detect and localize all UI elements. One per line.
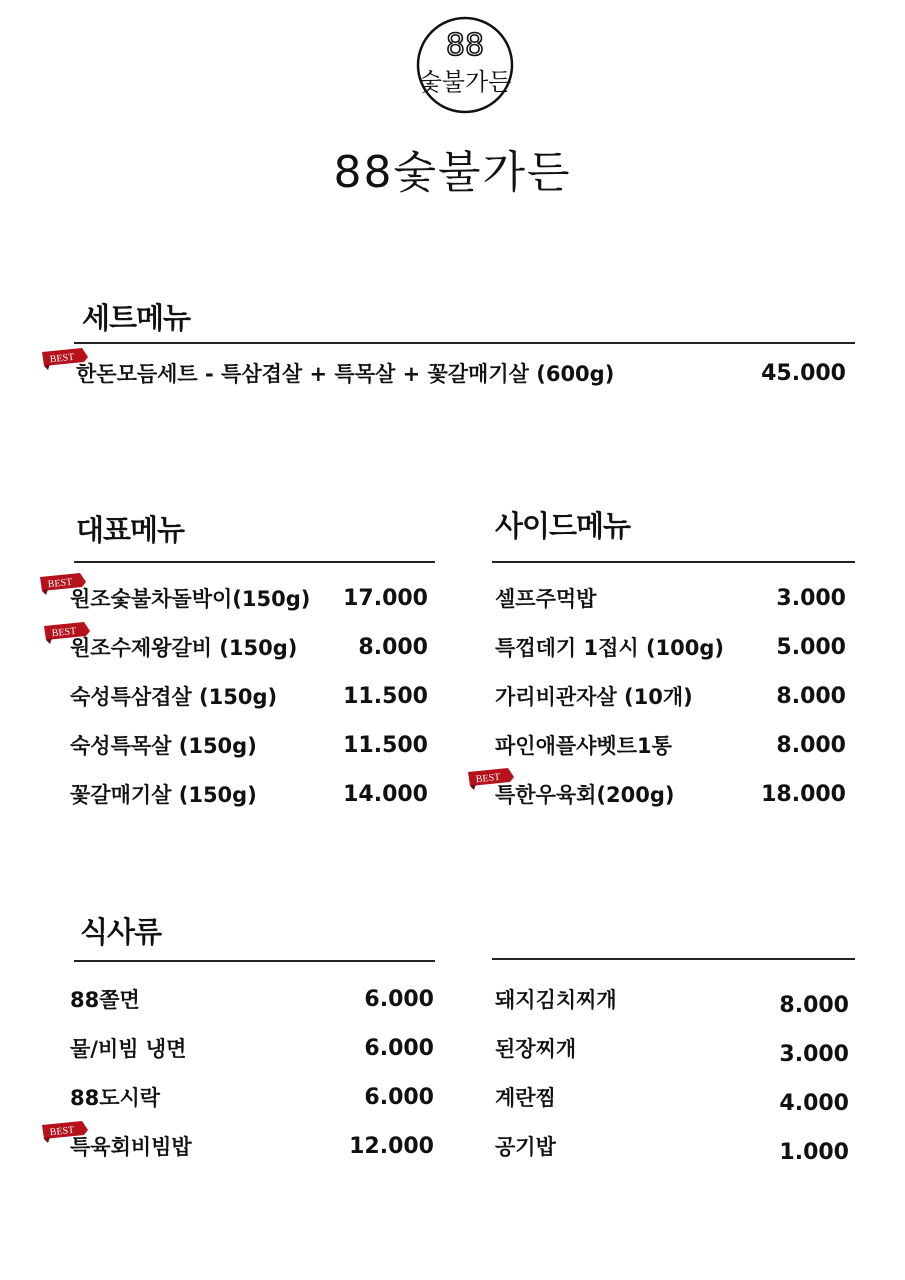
svg-text:BEST: BEST <box>49 351 75 366</box>
menu-item-price: 3.000 <box>776 586 846 611</box>
menu-item-price: 3.000 <box>779 1042 849 1067</box>
menu-item-name: 된장찌개 <box>495 1037 577 1061</box>
logo <box>415 15 515 115</box>
menu-item-price: 8.000 <box>358 635 428 660</box>
menu-item-price: 17.000 <box>343 586 428 611</box>
menu-item-name: 원조숯불차돌박이(150g) <box>70 587 311 611</box>
menu-item-price: 11.500 <box>343 733 428 758</box>
menu-item-name: 88도시락 <box>70 1086 161 1110</box>
svg-text:BEST: BEST <box>49 1124 75 1139</box>
menu-item-name: 계란찜 <box>495 1086 556 1110</box>
menu-item-price: 6.000 <box>364 987 434 1012</box>
logo-text: 숯불가든 <box>418 68 512 96</box>
section-title-main: 대표메뉴 <box>76 513 185 547</box>
menu-item-name: 파인애플샤벳트1통 <box>495 734 672 758</box>
menu-item-price: 8.000 <box>779 993 849 1018</box>
divider <box>492 958 855 960</box>
svg-text:BEST: BEST <box>475 771 501 786</box>
menu-item-name: 한돈모듬세트 - 특삼겹살 + 특목살 + 꽃갈매기살 (600g) <box>76 362 615 386</box>
menu-item-price: 6.000 <box>364 1085 434 1110</box>
menu-item-name: 물/비빔 냉면 <box>70 1037 187 1061</box>
section-title-set: 세트메뉴 <box>82 301 191 335</box>
menu-item-name: 셀프주먹밥 <box>495 587 597 611</box>
menu-item-name: 특육회비빔밥 <box>70 1135 192 1159</box>
divider <box>74 342 855 344</box>
menu-item-price: 45.000 <box>761 361 846 386</box>
divider <box>74 561 435 563</box>
menu-item-price: 12.000 <box>349 1134 434 1159</box>
menu-item-price: 1.000 <box>779 1140 849 1165</box>
menu-item-price: 4.000 <box>779 1091 849 1116</box>
menu-item-price: 6.000 <box>364 1036 434 1061</box>
menu-item-name: 공기밥 <box>495 1135 556 1159</box>
menu-item-name: 돼지김치찌개 <box>495 988 617 1012</box>
menu-item-name: 꽃갈매기살 (150g) <box>70 783 257 807</box>
svg-text:BEST: BEST <box>47 576 73 591</box>
menu-item-price: 8.000 <box>776 733 846 758</box>
divider <box>492 561 855 563</box>
section-title-side: 사이드메뉴 <box>495 509 631 543</box>
menu-item-name: 특껍데기 1접시 (100g) <box>495 636 725 660</box>
menu-item-name: 숙성특삼겹살 (150g) <box>70 685 278 709</box>
menu-item-price: 5.000 <box>776 635 846 660</box>
menu-item-price: 8.000 <box>776 684 846 709</box>
menu-item-name: 특한우육회(200g) <box>495 783 675 807</box>
divider <box>74 960 435 962</box>
menu-item-name: 가리비관자살 (10개) <box>495 685 693 709</box>
section-title-meal: 식사류 <box>80 915 162 949</box>
menu-item-name: 원조수제왕갈비 (150g) <box>70 636 298 660</box>
menu-item-name: 숙성특목살 (150g) <box>70 734 257 758</box>
logo-number: 88 <box>445 28 485 63</box>
menu-item-price: 11.500 <box>343 684 428 709</box>
menu-item-name: 88쫄면 <box>70 988 140 1012</box>
store-title: 88숯불가든 <box>333 147 572 198</box>
menu-item-price: 14.000 <box>343 782 428 807</box>
svg-text:BEST: BEST <box>51 625 77 640</box>
menu-item-price: 18.000 <box>761 782 846 807</box>
